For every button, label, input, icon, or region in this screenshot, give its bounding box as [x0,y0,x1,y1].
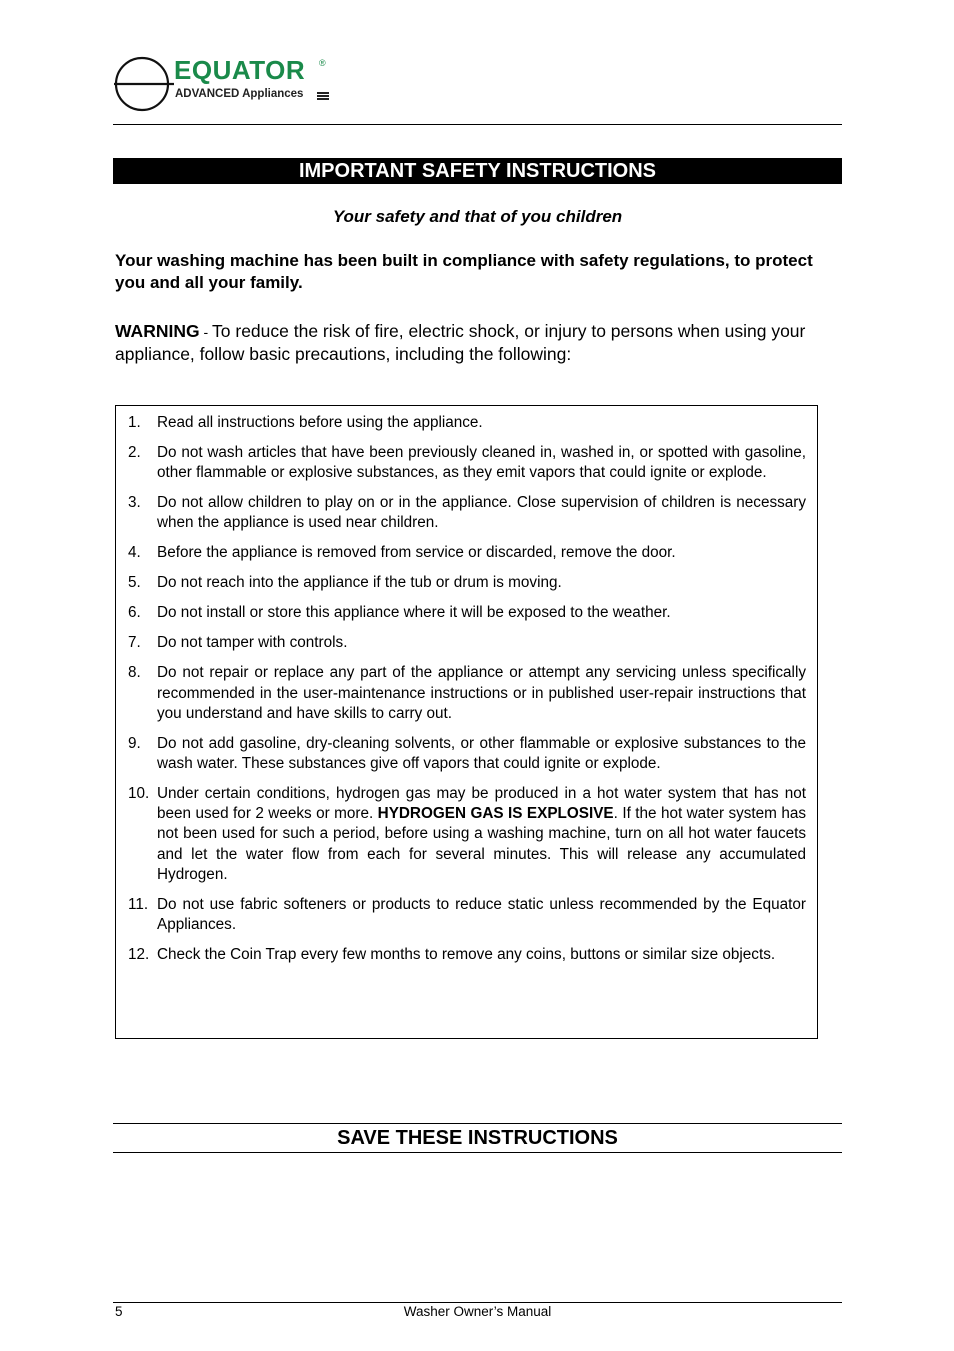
item-number: 3. [128,494,141,512]
item-text: Do not reach into the appliance if the tub or drum is moving. [157,574,562,592]
save-instructions-heading: SAVE THESE INSTRUCTIONS [337,1127,618,1149]
item-number: 9. [128,734,141,752]
footer-manual-title: Washer Owner’s Manual [403,1304,552,1319]
item-number: 2. [128,444,141,461]
intro-paragraph: Your washing machine has been built in compliance with safety regulations, to protect you and all your family. [115,251,813,292]
item-text-part: Under certain conditions, hydrogen gas may be produced in a hot water system that has not been used for 2 weeks or more. [157,785,806,823]
footer-rule [113,1302,842,1303]
list-item [128,663,806,724]
list-item [128,895,806,935]
warning-text: To reduce the risk of fire, electric shock, or injury to persons when using your appliance, follow basic precautions, including the following: [115,321,806,364]
item-text: Do not wash articles that have been previously cleaned in, washed in, or spotted with gasoline, other flammable or explosive substances, as they emit vapors that could ignite or explode. [157,444,806,482]
item-text: Check the Coin Trap every few months to remove any coins, buttons or similar size objects. [157,946,776,964]
item-number: 7. [128,634,141,652]
list-item [128,443,806,483]
warning-dash: - [199,324,213,340]
logo-tagline: ADVANCED Appliances [175,88,304,100]
page-title: IMPORTANT SAFETY INSTRUCTIONS [113,158,842,184]
item-number: 11. [128,895,149,913]
header-rule [113,124,842,125]
logo-brand: EQUATOR [174,55,306,85]
item-number: 5. [128,574,141,592]
item-text: Do not allow children to play on or in the appliance. Close supervision of children is necessary when the appliance is used near children. [157,494,806,532]
equator-logo [114,55,344,115]
list-item [128,493,806,533]
item-text-part: . If the hot water system has not been used for such a period, before using a washing machine, turn on all hot water faucets and let the water flow from each for several minutes. This will release any accumulated Hydrogen. [157,805,807,883]
item-text: Do not use fabric softeners or products to reduce static unless recommended by the Equator Appliances. [157,895,806,934]
item-number: 10. [128,785,150,803]
list-item [128,633,806,653]
item-number: 1. [128,414,141,431]
item-text: Before the appliance is removed from service or discarded, remove the door. [157,544,676,562]
save-rule-bottom [113,1152,842,1153]
warning-label: WARNING [115,321,200,341]
hydrogen-warning: HYDROGEN GAS IS EXPLOSIVE [377,805,614,823]
item-text: Read all instructions before using the appliance. [157,414,483,431]
list-item [128,784,806,885]
page-number: 5 [115,1304,123,1319]
warning-paragraph [115,320,842,365]
item-text [157,784,806,885]
logo-registered-mark: ® [319,58,326,68]
logo-bars-icon [317,92,329,102]
item-text: Do not repair or replace any part of the appliance or attempt any servicing unless specifically recommended in the user-maintenance instructions or in published user-repair instructions that you understand and have skills to carry out. [157,664,806,722]
list-item [128,573,806,593]
item-text: Do not tamper with controls. [157,634,348,652]
instructions-list [128,413,806,975]
list-item [128,543,806,563]
page-subtitle: Your safety and that of you children [332,207,623,226]
list-item [128,734,806,774]
list-item [128,413,806,433]
item-number: 6. [128,604,141,622]
item-number: 8. [128,664,141,682]
item-text: Do not add gasoline, dry-cleaning solvents, or other flammable or explosive substances to the wash water. These substances give off vapors that could ignite or explode. [157,734,806,773]
item-number: 12. [128,946,150,964]
item-text: Do not install or store this appliance where it will be exposed to the weather. [157,604,671,622]
list-item [128,603,806,623]
instructions-box [115,405,818,1039]
item-number: 4. [128,544,141,562]
list-item [128,945,806,965]
